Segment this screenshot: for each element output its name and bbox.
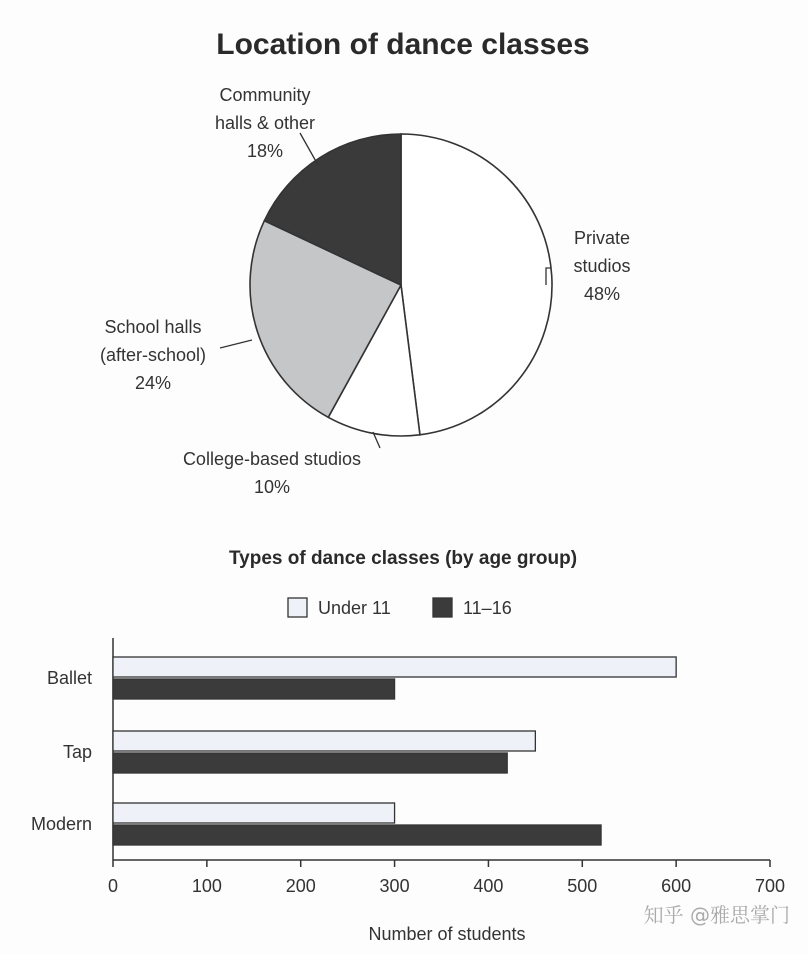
bar: [113, 803, 395, 823]
pie-slice-label: School halls (after-school) 24%: [99, 317, 207, 393]
y-category-label: Ballet: [46, 668, 92, 688]
bar: [113, 753, 507, 773]
x-tick-label: 200: [285, 876, 316, 896]
bar-title: Types of dance classes (by age group): [228, 548, 578, 569]
pie-title: Location of dance classes: [216, 28, 590, 61]
watermark: 知乎 @雅思掌门: [643, 903, 790, 927]
x-tick-label: 100: [191, 876, 222, 896]
x-tick-label: 500: [567, 876, 598, 896]
x-tick-label: 700: [754, 876, 786, 896]
legend-swatch: [288, 598, 307, 617]
legend-label: 11–16: [463, 598, 512, 618]
x-tick-label: 600: [661, 876, 692, 896]
pie-slice: [401, 134, 552, 435]
y-category-label: Tap: [62, 742, 92, 762]
bar: [113, 657, 676, 677]
x-tick-label: 400: [473, 876, 504, 896]
pie-leader-line: [220, 340, 252, 348]
pie-leader-line: [300, 133, 318, 165]
pie-slice-label: Private studios 48%: [573, 228, 631, 304]
x-tick-label: 0: [107, 876, 119, 896]
legend-swatch: [433, 598, 452, 617]
legend-label: Under 11: [318, 598, 391, 618]
pie-chart: [100, 85, 631, 497]
bar-chart: [31, 638, 785, 896]
bar: [113, 825, 601, 845]
pie-slice-label: Community halls & other 18%: [214, 85, 316, 161]
x-axis-label: Number of students: [368, 924, 526, 944]
y-category-label: Modern: [30, 814, 92, 834]
pie-slice-label: College-based studios 10%: [182, 449, 362, 497]
x-tick-label: 300: [379, 876, 410, 896]
bar-legend: [288, 598, 512, 618]
bar: [113, 679, 395, 699]
bar: [113, 731, 535, 751]
